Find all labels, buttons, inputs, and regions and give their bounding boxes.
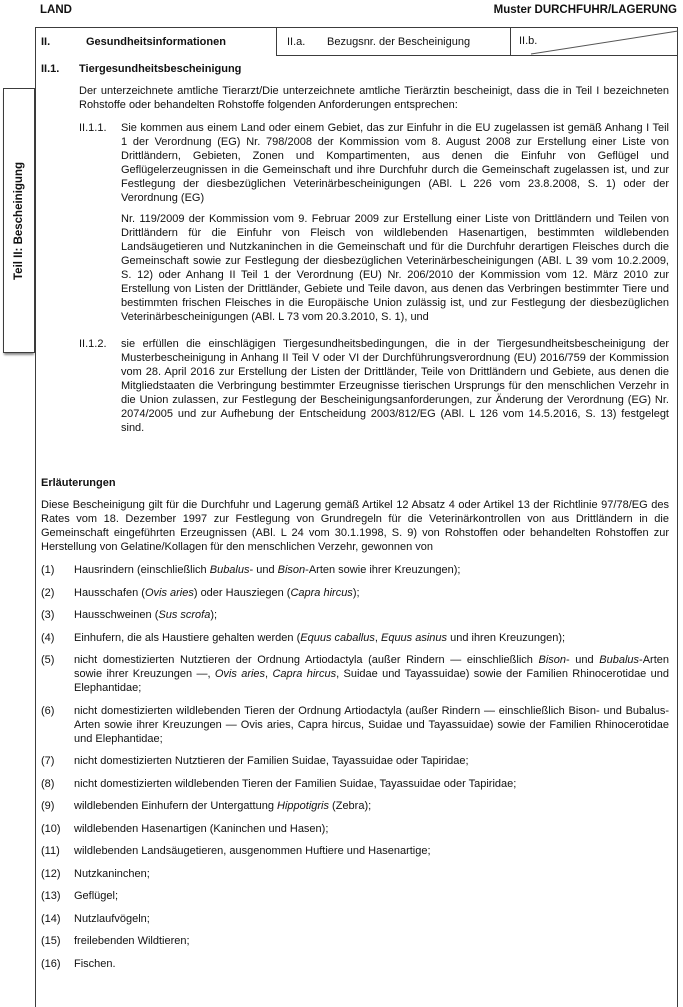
- note-text: Fischen.: [74, 957, 116, 970]
- note-number: (8): [41, 777, 55, 790]
- note-item: [41, 586, 669, 600]
- note-text: Nutzkaninchen;: [74, 867, 150, 880]
- running-header: [40, 3, 677, 17]
- clause-ii1-title: Tiergesundheitsbescheinigung: [79, 63, 242, 75]
- note-text: Geflügel;: [74, 890, 119, 902]
- note-number: (9): [41, 800, 55, 812]
- note-text: wildlebenden Hasenartigen (Kaninchen und Hasen);: [74, 822, 329, 835]
- part-ii-tab: [3, 88, 35, 353]
- section-ii-number: II.: [41, 36, 51, 48]
- note-item: [41, 889, 669, 903]
- certificate-intro: Der unterzeichnete amtliche Tierarzt/Die unterzeichnete amtliche Tierärztin bescheinigt, dass die in Teil I bezeichneten Rohstoffe oder behandelten Rohstoffe folgenden Anforderungen entsprechen:: [79, 85, 669, 111]
- clause-paragraph: sie erfüllen die einschlägigen Tiergesundheitsbedingungen, die in der Tiergesundheitsbescheinigung der Musterbescheinigung in Anhang II Teil V oder VI der Durchführungsverordnung (EU) 2016/759 der Kommission vom 28. April 2016 zur Erstellung der Listen der Drittländer, Teile von Drittländern und Gebiete, aus denen die Mitgliedstaaten die Verbringung bestimmter Erzeugnisse tierischen Ursprungs für den menschlichen Verzehr in die Union zulassen, zur Festlegung der Bescheinigungsanforderungen, zur Änderung der Verordnung (EG) Nr. 2074/2005 und zur Aufhebung der Entscheidung 2003/812/EG (ABl. L 126 vom 14.5.2016, S. 13) festgelegt sind.: [121, 338, 669, 434]
- model-title: Muster DURCHFUHR/LAGERUNG: [493, 4, 677, 16]
- note-item: [41, 563, 669, 577]
- note-text: Nutzlaufvögeln;: [74, 912, 150, 925]
- note-text: nicht domestizierten Nutztieren der Ordnung Artiodactyla (außer Rindern — einschließlich Bison- und Bubalus-Arten sowie ihrer Kreuzungen —, Ovis aries, Capra hircus, Suidae und Tayassuidae) sowie der Familien Rhinocerotidae und Elephantidae;: [74, 654, 669, 694]
- clause-number: II.1.2.: [79, 338, 107, 350]
- note-number: (3): [41, 609, 55, 621]
- certificate-box: [35, 27, 678, 1007]
- cell-iia-number: II.a.: [287, 35, 306, 48]
- certificate-content: [36, 56, 677, 979]
- clause-paragraph: Nr. 119/2009 der Kommission vom 9. Februar 2009 zur Erstellung einer Liste von Drittländern und Teilen von Drittländern für die Einfuhr von Fleisch von wildlebenden Hasenartigen, bestimmten wildlebenden Landsäugetieren und Nutzkaninchen in die Gemeinschaft und für die Durchfuhr derartigen Fleisches durch die Gemeinschaft sowie zur Festlegung der diesbezüglichen Veterinärbescheinigungen (ABl. L 39 vom 10.2.2009, S. 12) oder Anhang II Teil 1 der Verordnung (EU) Nr. 206/2010 der Kommission vom 12. März 2010 zur Erstellung von Listen der Drittländer, Gebiete und Teile davon, aus denen das Verbringen bestimmter Tiere und bestimmten frischen Fleisches in die Europäische Union zulässig ist, und zur Festlegung der diesbezüglichen Veterinärbescheinigungen (ABl. L 73 vom 20.3.2010, S. 1), und: [121, 213, 669, 323]
- note-item: [41, 799, 669, 813]
- health-information-cell: [36, 28, 276, 56]
- note-item: [41, 631, 669, 645]
- note-number: (7): [41, 755, 55, 767]
- note-number: (16): [41, 957, 61, 970]
- note-number: (4): [41, 631, 55, 644]
- note-text: freilebenden Wildtieren;: [74, 935, 190, 947]
- clause-text: [121, 337, 669, 435]
- note-number: (1): [41, 564, 55, 576]
- note-number: (11): [41, 845, 60, 857]
- clause-ii1-number: II.1.: [41, 63, 60, 75]
- clause-text: [121, 121, 669, 324]
- note-number: (15): [41, 935, 61, 947]
- header-row: [36, 28, 677, 56]
- note-text: nicht domestizierten Nutztieren der Familien Suidae, Tayassuidae oder Tapiridae;: [74, 755, 469, 767]
- note-item: [41, 844, 669, 858]
- note-text: wildlebenden Einhufern der Untergattung Hippotigris (Zebra);: [74, 800, 372, 812]
- part-ii-tab-label: Teil II: Bescheinigung: [13, 161, 25, 280]
- note-item: [41, 653, 669, 695]
- certificate-clauses: [41, 121, 669, 435]
- note-text: Hausschafen (Ovis aries) oder Hausziegen (Capra hircus);: [74, 586, 360, 599]
- note-text: Hausschweinen (Sus scrofa);: [74, 609, 218, 621]
- note-item: [41, 754, 669, 768]
- note-text: Einhufern, die als Haustiere gehalten werden (Equus caballus, Equus asinus und ihren Kreuzungen);: [74, 631, 566, 644]
- note-item: [41, 777, 669, 791]
- note-item: [41, 912, 669, 926]
- note-item: [41, 934, 669, 948]
- note-item: [41, 704, 669, 746]
- note-number: (14): [41, 912, 61, 925]
- diagonal-strike: [511, 28, 679, 55]
- certificate-clause: [79, 121, 669, 324]
- reference-number-cell: [276, 28, 510, 56]
- section-ii-title: Gesundheitsinformationen: [86, 36, 226, 48]
- note-number: (12): [41, 867, 61, 880]
- note-text: wildlebenden Landsäugetieren, ausgenommen Huftiere und Hasenartige;: [74, 845, 431, 857]
- note-text: nicht domestizierten wildlebenden Tieren der Familien Suidae, Tayassuidae oder Tapiridae;: [74, 777, 517, 790]
- note-number: (6): [41, 704, 55, 717]
- note-item: [41, 867, 669, 881]
- note-number: (2): [41, 586, 55, 599]
- cell-iia-label: Bezugsnr. der Bescheinigung: [327, 35, 471, 48]
- note-number: (10): [41, 822, 61, 835]
- clause-paragraph: Sie kommen aus einem Land oder einem Gebiet, das zur Einfuhr in die EU zugelassen ist gemäß Anhang I Teil 1 der Verordnung (EG) Nr. 798/2008 der Kommission vom 8. August 2008 zur Erstellung einer Liste von Drittländern, Gebieten, Zonen und Kompartimenten, aus denen die Einfuhr von Geflügel und Geflügelerzeugnissen in die Gemeinschaft und ihre Durchfuhr durch die Gemeinschaft zugelassen ist, und zur Festlegung der diesbezüglichen Veterinärbescheinigungen (ABl. L 226 vom 23.8.2008, S. 1) oder der Verordnung (EG): [121, 122, 669, 204]
- note-text: nicht domestizierten wildlebenden Tieren der Ordnung Artiodactyla (außer Rindern — einschließlich Bison- und Bubalus-Arten sowie ihrer Kreuzungen — Ovis aries, Capra hircus, Suidae und Tayassuidae) sowie der Familien Rhinocerotidae und Elephantidae;: [74, 704, 669, 745]
- notes-section: [41, 476, 669, 971]
- note-number: (13): [41, 890, 61, 902]
- note-item: [41, 822, 669, 836]
- cell-iib-number: II.b.: [519, 35, 538, 47]
- certificate-clause: [79, 337, 669, 435]
- country-label: LAND: [40, 4, 72, 16]
- note-number: (5): [41, 654, 55, 666]
- note-text: Hausrindern (einschließlich Bubalus- und Bison-Arten sowie ihrer Kreuzungen);: [74, 564, 461, 576]
- clause-ii1-heading: [41, 62, 669, 76]
- clause-number: II.1.1.: [79, 122, 107, 134]
- notes-title: Erläuterungen: [41, 477, 116, 489]
- notes-list: [41, 563, 669, 971]
- note-item: [41, 608, 669, 622]
- notes-intro: Diese Bescheinigung gilt für die Durchfuhr und Lagerung gemäß Artikel 12 Absatz 4 oder Artikel 13 der Richtlinie 97/78/EG des Rates vom 18. Dezember 1997 zur Festlegung von Grundregeln für die Veterinärkontrollen von aus Drittländern in die Gemeinschaft eingeführten Erzeugnissen (ABl. L 24 vom 30.1.1998, S. 9) von Rohstoffen oder behandelten Rohstoffen zur Herstellung von Gelatine/Kollagen für den menschlichen Verzehr, gewonnen von: [41, 499, 669, 553]
- cell-iib: [510, 28, 677, 56]
- note-item: [41, 957, 669, 971]
